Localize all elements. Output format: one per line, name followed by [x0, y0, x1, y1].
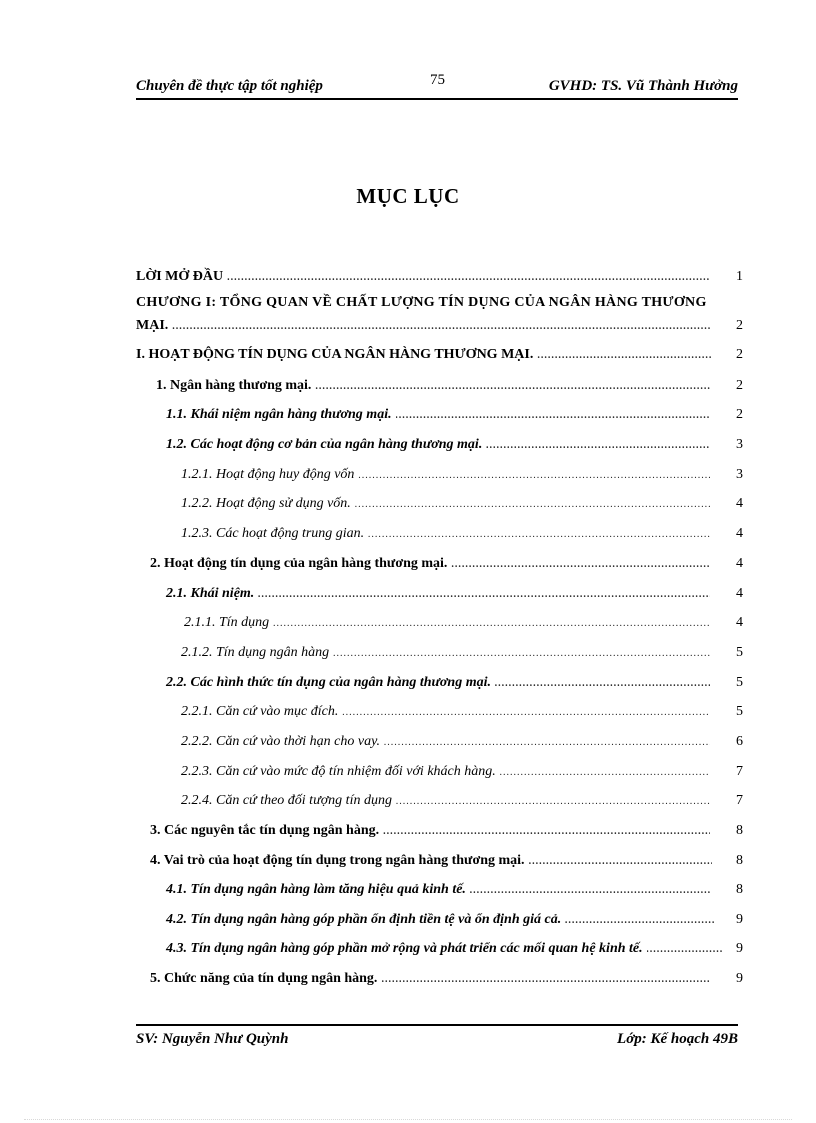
toc-entry — [150, 970, 714, 989]
toc-leader-dots — [529, 853, 712, 871]
toc-entry-page: 4 — [736, 526, 743, 541]
toc-leader-dots — [565, 912, 714, 930]
toc-entry — [136, 346, 716, 365]
toc-entry-label: 2.2.2. Căn cứ vào thời hạn cho vay. — [181, 734, 381, 749]
toc-entry-chapter-1 — [136, 317, 714, 336]
toc-leader-dots — [396, 793, 710, 811]
toc-leader-dots — [537, 347, 712, 365]
page-header — [136, 70, 738, 100]
toc-entry — [150, 555, 714, 574]
toc-entry-page: 1 — [736, 269, 743, 284]
toc-chapter-1-line-1: CHƯƠNG I: TỔNG QUAN VỀ CHẤT LƯỢNG TÍN DỤNG CỦA NGÂN HÀNG THƯƠNG — [136, 295, 707, 310]
toc-entry-page: 4 — [736, 496, 743, 511]
toc-leader-dots — [495, 675, 710, 693]
toc-entry-label: 3. Các nguyên tắc tín dụng ngân hàng. — [150, 823, 380, 838]
toc-entry — [184, 614, 714, 633]
toc-entry-label: LỜI MỞ ĐẦU — [136, 269, 224, 284]
toc-entry-page: 5 — [736, 704, 743, 719]
footer-right: Lớp: Kế hoạch 49B — [617, 1031, 738, 1047]
toc-entry — [166, 674, 714, 693]
toc-entry-page: 2 — [736, 378, 743, 393]
toc-entry-label: 4.3. Tín dụng ngân hàng góp phần mở rộng và phát triển các mối quan hệ kinh tế. — [166, 941, 643, 956]
toc-entry-label: 1.2.3. Các hoạt động trung gian. — [181, 526, 365, 541]
header-left: Chuyên đề thực tập tốt nghiệp — [136, 78, 323, 94]
toc-entry — [166, 406, 714, 425]
toc-leader-dots — [358, 467, 710, 485]
toc-entry — [166, 585, 714, 604]
toc-entry — [166, 881, 714, 900]
toc-entry-page: 9 — [736, 971, 743, 986]
toc-entry-page: 3 — [736, 467, 743, 482]
toc-leader-dots — [396, 407, 710, 425]
toc-entry — [166, 436, 714, 455]
toc-entry — [181, 733, 714, 752]
toc-entry-label: 1.2.2. Hoạt động sử dụng vốn. — [181, 496, 351, 511]
toc-leader-dots — [368, 526, 710, 544]
toc-leader-dots — [381, 971, 710, 989]
toc-entry-label: 2.2.4. Căn cứ theo đối tượng tín dụng — [181, 793, 392, 808]
toc-entry-label: 4. Vai trò của hoạt động tín dụng trong ngân hàng thương mại. — [150, 853, 525, 868]
toc-entry-page: 2 — [736, 407, 743, 422]
toc-entry-page: 5 — [736, 675, 743, 690]
toc-leader-dots — [342, 704, 710, 722]
toc-entry-page: 8 — [736, 853, 743, 868]
toc-entry-label: 1. Ngân hàng thương mại. — [156, 378, 312, 393]
toc-entry-page: 2 — [736, 347, 743, 362]
toc-entry-label: 2.2. Các hình thức tín dụng của ngân hàng thương mại. — [166, 675, 492, 690]
toc-leader-dots — [258, 586, 710, 604]
toc-leader-dots — [172, 318, 710, 336]
toc-entry-page: 2 — [736, 318, 743, 333]
toc-entry-page: 7 — [736, 793, 743, 808]
toc-entry-page: 7 — [736, 764, 743, 779]
toc-entry-page: 6 — [736, 734, 743, 749]
toc-entry — [181, 644, 714, 663]
page-title: MỤC LỤC — [356, 184, 460, 208]
toc-entry-label: 1.2. Các hoạt động cơ bản của ngân hàng thương mại. — [166, 437, 483, 452]
toc-entry-label: MẠI. — [136, 318, 169, 333]
toc-entry-label: 2. Hoạt động tín dụng của ngân hàng thương mại. — [150, 556, 448, 571]
toc-entry — [166, 940, 726, 959]
toc-entry-page: 9 — [736, 912, 743, 927]
toc-entry — [156, 377, 714, 396]
toc-entry-label: 4.1. Tín dụng ngân hàng làm tăng hiệu quả kinh tế. — [166, 882, 466, 897]
page-footer — [136, 1024, 738, 1052]
toc-leader-dots — [355, 496, 710, 514]
toc-entry-page: 4 — [736, 615, 743, 630]
toc-leader-dots — [451, 556, 710, 574]
toc-entry-page: 4 — [736, 586, 743, 601]
toc-leader-dots — [384, 734, 710, 752]
toc-entry — [181, 792, 714, 811]
toc-entry — [181, 703, 714, 722]
page-edge-divider — [24, 1119, 792, 1120]
toc-entry-label: I. HOẠT ĐỘNG TÍN DỤNG CỦA NGÂN HÀNG THƯƠNG MẠI. — [136, 347, 534, 362]
toc-leader-dots — [383, 823, 710, 841]
toc-entry — [181, 525, 714, 544]
toc-entry — [150, 822, 714, 841]
toc-leader-dots — [333, 645, 710, 663]
toc-leader-dots — [647, 941, 722, 959]
toc-entry-label: 1.2.1. Hoạt động huy động vốn — [181, 467, 355, 482]
toc-entry-page: 5 — [736, 645, 743, 660]
toc-entry-label: 2.1. Khái niệm. — [166, 586, 255, 601]
toc-leader-dots — [470, 882, 710, 900]
toc-entry-label: 2.1.1. Tín dụng — [184, 615, 270, 630]
toc-entry-page: 8 — [736, 823, 743, 838]
header-right: GVHD: TS. Vũ Thành Hưởng — [548, 78, 738, 94]
toc-leader-dots — [315, 378, 710, 396]
toc-leader-dots — [273, 615, 710, 633]
toc-entry — [181, 466, 714, 485]
toc-entry-label: 2.2.3. Căn cứ vào mức độ tín nhiệm đối với khách hàng. — [181, 764, 496, 779]
toc-entry — [181, 763, 714, 782]
toc-entry-page: 3 — [736, 437, 743, 452]
toc-entry-label: 2.1.2. Tín dụng ngân hàng — [181, 645, 330, 660]
toc-entry-page: 4 — [736, 556, 743, 571]
toc-entry-loi-mo-dau — [136, 268, 714, 287]
toc-leader-dots — [500, 764, 710, 782]
toc-leader-dots — [227, 269, 710, 287]
toc-entry-page: 9 — [736, 941, 743, 956]
toc-entry-label: 5. Chức năng của tín dụng ngân hàng. — [150, 971, 378, 986]
toc-entry — [166, 911, 718, 930]
toc-entry — [181, 495, 714, 514]
toc-leader-dots — [486, 437, 710, 455]
toc-entry-label: 1.1. Khái niệm ngân hàng thương mại. — [166, 407, 392, 422]
toc-entry-label: 4.2. Tín dụng ngân hàng góp phần ổn định tiền tệ và ổn định giá cả. — [166, 912, 562, 927]
toc-entry-page: 8 — [736, 882, 743, 897]
page-number: 75 — [430, 72, 445, 88]
toc-entry — [150, 852, 716, 871]
footer-left: SV: Nguyễn Như Quỳnh — [136, 1031, 289, 1047]
toc-entry-label: 2.2.1. Căn cứ vào mục đích. — [181, 704, 339, 719]
